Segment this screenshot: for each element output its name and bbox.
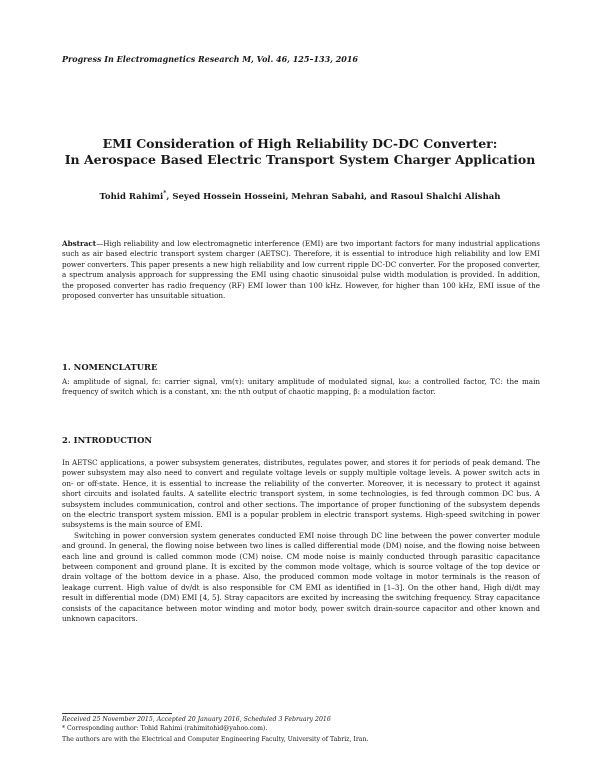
footnote-rule <box>62 713 172 714</box>
intro-paragraph-2: Switching in power conversion system generates conducted EMI noise through DC line between the power converter module and ground. In general, the flowing noise between two lines is called differential mode (DM) noise, and the flowing noise between each line and ground is called common mode (CM) noise. CM mode noise is mainly conducted through parasitic capacitance between component and ground plane. It is excited by the common mode voltage, which is source voltage of the top device or drain voltage of the bottom device in a phase. Also, the produced common mode voltage in motor terminals is the reason of leakage current. High value of dv/dt is also responsible for CM EMI as identified in [1–3]. On the other hand, High di/dt may result in differential mode (DM) EMI [4, 5]. Stray capacitors are excited by increasing the switching frequency. Stray capacitance consists of the capacitance between motor winding and motor body, power switch drain-source capacitor and other known and unknown capacitors. <box>62 530 540 624</box>
section-heading-introduction: 2. INTRODUCTION <box>62 435 153 445</box>
intro-paragraph-1: In AETSC applications, a power subsystem generates, distributes, regulates power, and stores it for periods of peak demand. The power subsystem may also need to convert and regulate voltage levels or supply multiple voltage levels. A power switch acts in on- or off-state. Hence, it is essential to increase the reliability of the converter. Moreover, it is necessary to protect it against short circuits and isolated faults. A satellite electric transport system, in some technologies, is fed through common DC bus. A subsystem includes communication, control and other sections. The importance of proper functioning of the subsystem depends on the electric transport system mission. EMI is a popular problem in electric transport systems. High-speed switching in power subsystems is the main source of EMI. <box>62 458 540 530</box>
paper-title-line-1: EMI Consideration of High Reliability DC-DC Converter: <box>102 136 498 151</box>
corresponding-mark: * <box>163 190 167 197</box>
author-list <box>0 190 600 202</box>
other-authors: , Seyed Hossein Hosseini, Mehran Sabahi, and Rasoul Shalchi Alishah <box>166 191 501 202</box>
abstract-text: —High reliability and low electromagnetic interference (EMI) are two important factors for many industrial applications such as air based electric transport system charger (AETSC). Therefore, it is essential to introduce high reliability and low EMI power converters. This paper presents a new high reliability and low current ripple DC-DC converter. For the proposed converter, a spectrum analysis approach for suppressing the EMI using chaotic sinusoidal pulse width modulation is provided. In addition, the proposed converter has radio frequency (RF) EMI lower than 100 kHz. However, for higher than 100 kHz, EMI issue of the proposed converter has unsuitable situation. <box>62 239 540 301</box>
journal-header: Progress In Electromagnetics Research M, Vol. 46, 125–133, 2016 <box>62 54 358 64</box>
abstract <box>62 239 540 301</box>
first-author: Tohid Rahimi <box>99 191 164 202</box>
abstract-label: Abstract <box>62 239 97 248</box>
paper-title-line-2: In Aerospace Based Electric Transport System Charger Application <box>64 152 536 167</box>
footnote-corresponding: * Corresponding author: Tohid Rahimi (rahimitohid@yahoo.com). <box>62 725 268 732</box>
footnote-affiliation: The authors are with the Electrical and Computer Engineering Faculty, University of Tabriz, Iran. <box>62 736 369 743</box>
introduction-body <box>62 458 540 625</box>
footnote-received: Received 25 November 2015, Accepted 20 January 2016, Scheduled 3 February 2016 <box>62 716 331 723</box>
nomenclature-text: A: amplitude of signal, fc: carrier signal, vm(τ): unitary amplitude of modulated signal, kω: a controlled factor, TC: the main frequency of switch which is a constant, xn: the nth output of chaotic mapping, β: a modulation factor. <box>62 377 540 397</box>
section-heading-nomenclature: 1. NOMENCLATURE <box>62 362 158 372</box>
